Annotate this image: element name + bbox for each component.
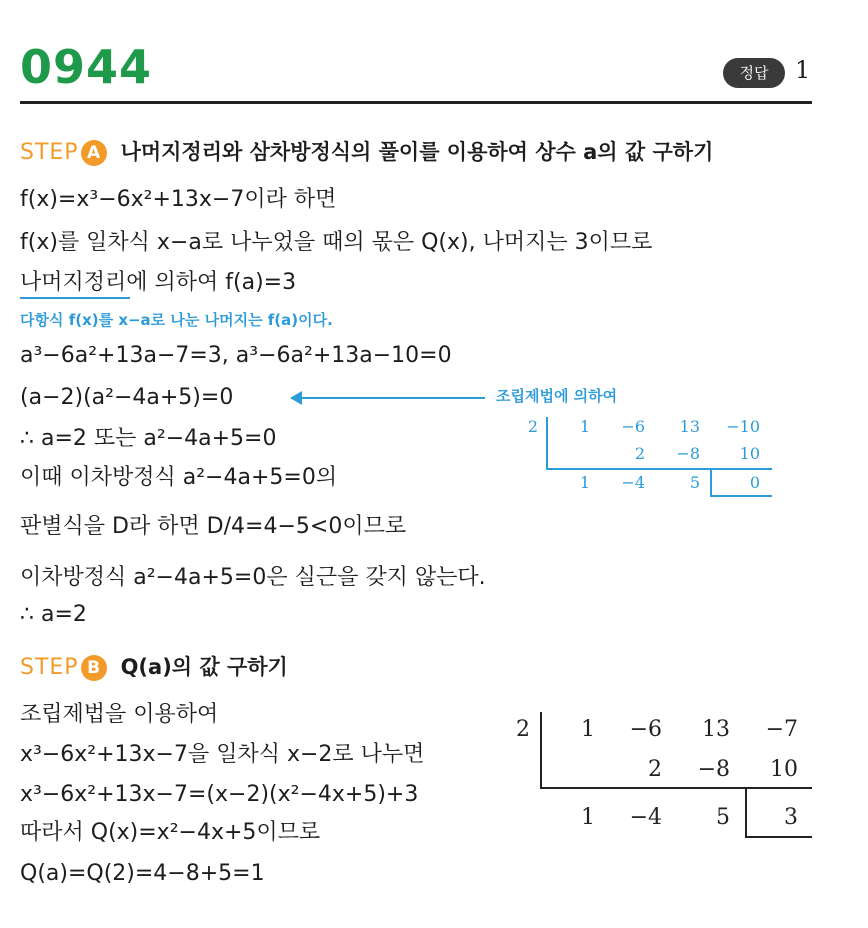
syn-b-r2-c3: −8	[697, 757, 730, 782]
note-underline	[20, 297, 130, 299]
answer-badge: 정답	[723, 58, 785, 88]
syn-b-r1-c4: −7	[765, 717, 798, 742]
step-a-line-3	[20, 268, 296, 298]
syn-b-r3-c4: 3	[784, 805, 798, 830]
syn-b-r3-c2: −4	[629, 805, 662, 830]
syn-a-r3-c2: −4	[621, 473, 645, 492]
step-a-line-2: f(x)를 일차식 x−a로 나누었을 때의 몫은 Q(x), 나머지는 3이므로	[20, 230, 653, 255]
syn-a-remainder-bar	[710, 469, 712, 496]
syn-b-r1-c3: 13	[702, 717, 730, 742]
step-b-line-2: x³−6x²+13x−7을 일차식 x−2로 나누면	[20, 742, 425, 767]
syn-a-root: 2	[527, 417, 538, 436]
step-a-line-5: (a−2)(a²−4a+5)=0	[20, 385, 234, 410]
step-b-heading	[20, 651, 288, 681]
remainder-theorem-note: 다항식 f(x)를 x−a로 나눈 나머지는 f(a)이다.	[20, 311, 333, 329]
syn-b-remainder-base	[745, 836, 812, 838]
step-a-line-8: 판별식을 D라 하면 D/4=4−5<0이므로	[20, 514, 407, 539]
step-b-line-3: x³−6x²+13x−7=(x−2)(x²−4x+5)+3	[20, 782, 419, 807]
step-a-line-3-text: 나머지정리에 의하여 f(a)=3	[20, 270, 297, 295]
synthetic-division-b	[510, 712, 815, 842]
syn-a-r3-c1: 1	[579, 473, 590, 492]
syn-a-r3-c4: 0	[749, 473, 760, 492]
syn-a-r1-c4: −10	[726, 417, 760, 436]
syn-a-r2-c4: 10	[739, 444, 760, 463]
step-a-title: 나머지정리와 삼차방정식의 풀이를 이용하여 상수 a의 값 구하기	[120, 140, 714, 164]
syn-b-r1-c2: −6	[629, 717, 662, 742]
syn-b-remainder-bar	[745, 789, 747, 837]
syn-a-horizontal-bar	[546, 468, 772, 470]
syn-a-r1-c1: 1	[579, 417, 590, 436]
step-a-line-4: a³−6a²+13a−7=3, a³−6a²+13a−10=0	[20, 343, 452, 368]
step-a-line-9: 이차방정식 a²−4a+5=0은 실근을 갖지 않는다.	[20, 565, 486, 590]
syn-b-r1-c1: 1	[581, 717, 595, 742]
step-b-title: Q(a)의 값 구하기	[120, 655, 288, 679]
step-a-line-6: ∴ a=2 또는 a²−4a+5=0	[20, 426, 277, 451]
syn-a-vertical-bar	[546, 417, 548, 469]
syn-b-r3-c3: 5	[716, 805, 730, 830]
step-a-letter: A	[81, 140, 107, 166]
step-a-label: STEP	[20, 140, 79, 165]
syn-a-r1-c2: −6	[621, 417, 645, 436]
header-divider	[20, 101, 812, 104]
syn-a-remainder-base	[710, 495, 772, 497]
step-a-heading	[20, 136, 713, 166]
syn-a-r2-c3: −8	[676, 444, 700, 463]
answer-value: 1	[795, 56, 811, 84]
syn-b-horizontal-bar	[540, 787, 812, 789]
problem-number: 0944	[20, 40, 153, 94]
synthetic-division-a	[520, 413, 775, 498]
synthetic-division-label: 조립제법에 의하여	[496, 387, 618, 405]
syn-b-root: 2	[516, 717, 530, 742]
syn-b-vertical-bar	[540, 712, 542, 787]
syn-b-r3-c1: 1	[581, 805, 595, 830]
arrow-shaft	[300, 397, 485, 399]
syn-b-r2-c4: 10	[770, 757, 798, 782]
step-a-line-1: f(x)=x³−6x²+13x−7이라 하면	[20, 187, 337, 212]
step-b-line-4: 따라서 Q(x)=x²−4x+5이므로	[20, 820, 321, 845]
step-b-line-5: Q(a)=Q(2)=4−8+5=1	[20, 861, 265, 886]
syn-a-r3-c3: 5	[689, 473, 700, 492]
syn-a-r2-c2: 2	[634, 444, 645, 463]
step-a-line-7: 이때 이차방정식 a²−4a+5=0의	[20, 465, 338, 490]
step-b-letter: B	[81, 655, 107, 681]
step-a-line-10: ∴ a=2	[20, 602, 87, 627]
step-b-line-1: 조립제법을 이용하여	[20, 702, 219, 727]
step-b-label: STEP	[20, 655, 79, 680]
syn-b-r2-c2: 2	[648, 757, 662, 782]
syn-a-r1-c3: 13	[679, 417, 700, 436]
